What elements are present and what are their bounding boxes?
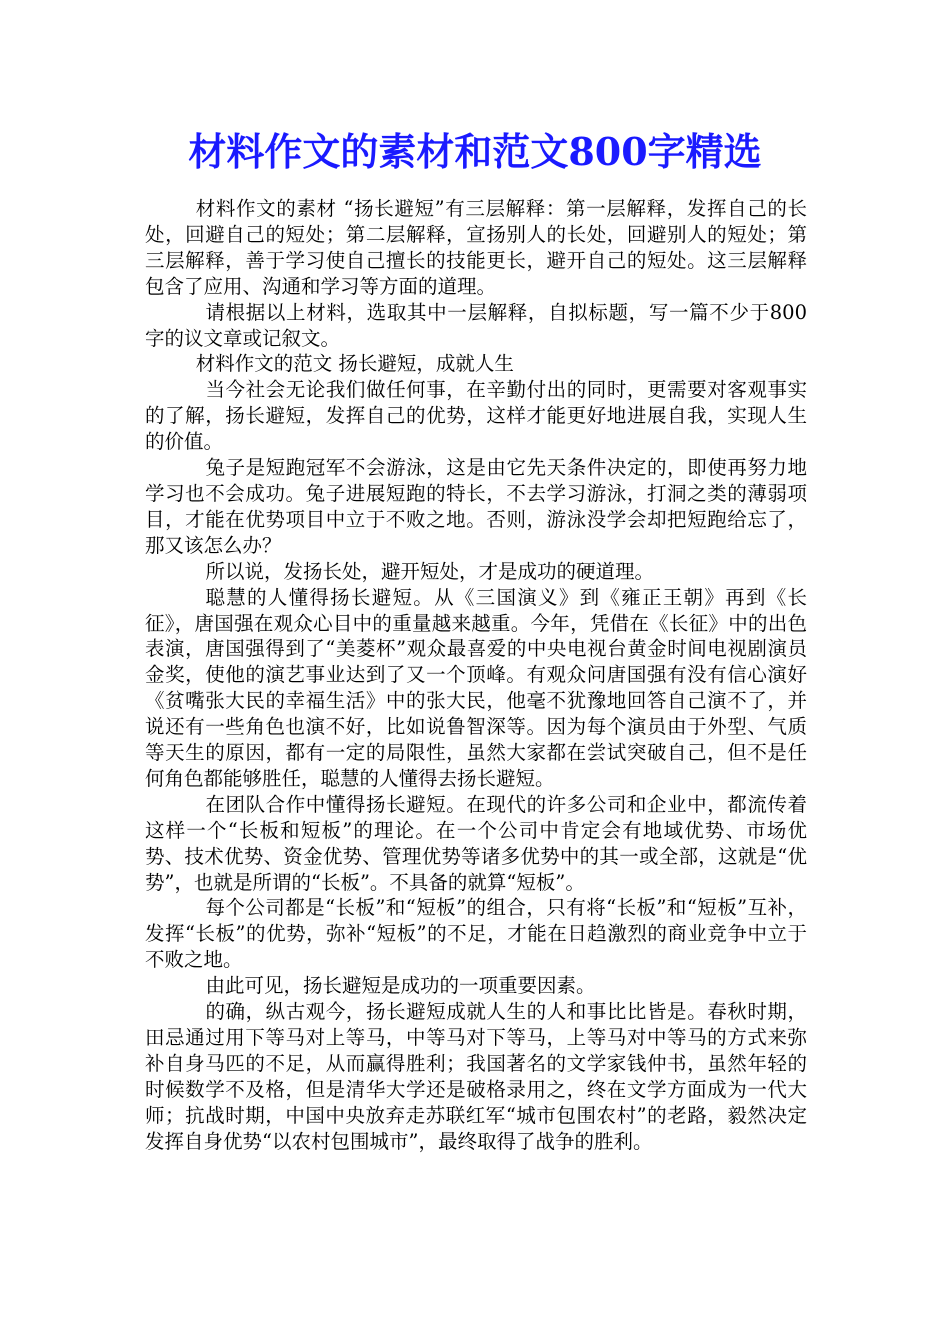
paragraph-essay-7: 由此可见，扬长避短是成功的一项重要因素。 (205, 974, 596, 998)
paragraph-essay-1: 当今社会无论我们做任何事，在辛勤付出的同时，更需要对客观事实的了解，扬长避短，发挥自己的优势，这样才能更好地进展自我，实现人生的价值。 (145, 378, 807, 454)
document-title: 材料作文的素材和范文800字精选 (188, 129, 762, 174)
paragraph-essay-4: 聪慧的人懂得扬长避短。从《三国演义》到《雍正王朝》再到《长征》，唐国强在观众心目中的重量越来越重。今年，凭借在《长征》中的出色表演，唐国强得到了“美菱杯”观众最喜爱的中央电视台黄金时间电视剧演员金奖，使他的演艺事业达到了又一个顶峰。有观众问唐国强有没有信心演好《贫嘴张大民的幸福生活》中的张大民，他毫不犹豫地回答自己演不了，并说还有一些角色也演不好，比如说鲁智深等。因为每个演员由于外型、气质等天生的原因，都有一定的局限性，虽然大家都在尝试突破自己，但不是任何角色都能够胜任，聪慧的人懂得去扬长避短。 (145, 585, 807, 790)
paragraph-essay-8: 的确，纵古观今，扬长避短成就人生的人和事比比皆是。春秋时期，田忌通过用下等马对上等马，中等马对下等马，上等马对中等马的方式来弥补自身马匹的不足，从而赢得胜利；我国著名的文学家钱仲书，虽然年轻的时候数学不及格，但是清华大学还是破格录用之，终在文学方面成为一代大师；抗战时期，中国中央放弃走苏联红军“城市包围农村”的老路，毅然决定发挥自身优势“以农村包围城市”，最终取得了战争的胜利。 (145, 1000, 807, 1153)
paragraph-essay-5: 在团队合作中懂得扬长避短。在现代的许多公司和企业中，都流传着这样一个“长板和短板”的理论。在一个公司中肯定会有地域优势、市场优势、技术优势、资金优势、管理优势等诸多优势中的其一或全部，这就是“优势”，也就是所谓的“长板”。不具备的就算“短板”。 (145, 792, 807, 894)
paragraph-essay-3: 所以说，发扬长处，避开短处，才是成功的硬道理。 (205, 559, 654, 583)
paragraph-instruction: 请根据以上材料，选取其中一层解释，自拟标题，写一篇不少于800字的议文章或记叙文。 (145, 300, 807, 350)
paragraph-essay-heading: 材料作文的范文 扬长避短，成就人生 (195, 352, 514, 376)
paragraph-essay-2: 兔子是短跑冠军不会游泳，这是由它先天条件决定的，即使再努力地学习也不会成功。兔子进展短跑的特长，不去学习游泳，打洞之类的薄弱项目，才能在优势项目中立于不败之地。否则，游泳没学会却把短跑给忘了，那又该怎么办？ (145, 456, 807, 557)
paragraph-material: 材料作文的素材 “扬长避短”有三层解释：第一层解释，发挥自己的长处，回避自己的短处；第二层解释，宣扬别人的长处，回避别人的短处；第三层解释，善于学习使自己擅长的技能更长，避开自己的短处。这三层解释包含了应用、沟通和学习等方面的道理。 (145, 197, 807, 298)
document-body (145, 196, 807, 1155)
paragraph-essay-6: 每个公司都是“长板”和“短板”的组合，只有将“长板”和“短板”互补，发挥“长板”的优势，弥补“短板”的不足，才能在日趋激烈的商业竞争中立于不败之地。 (145, 896, 807, 972)
